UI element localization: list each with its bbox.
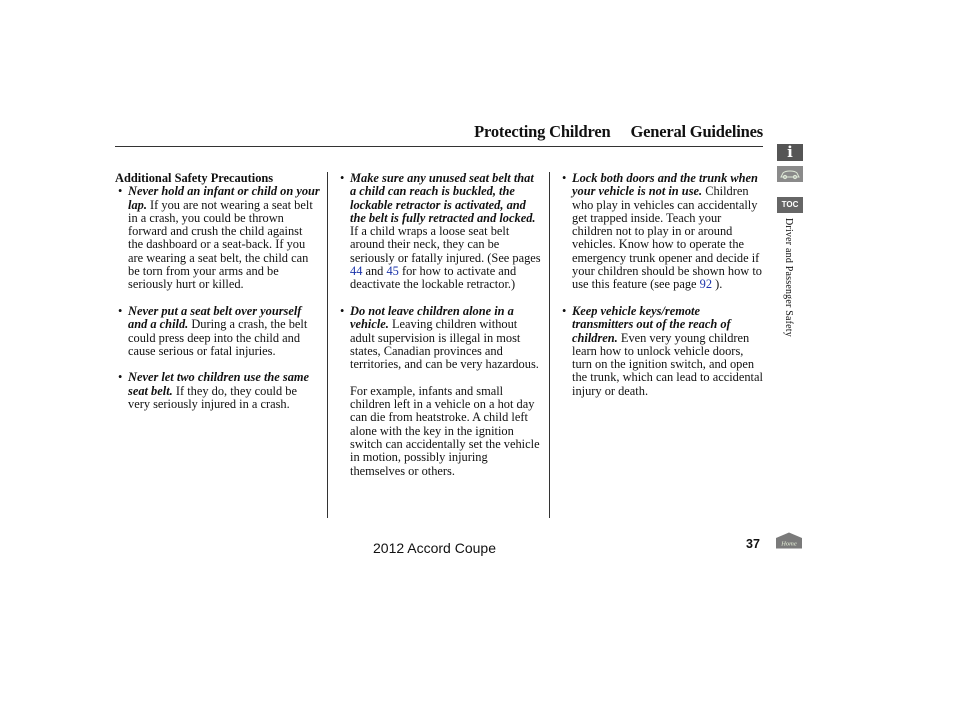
bullet-text: ).: [712, 277, 723, 292]
section-title: Protecting Children: [474, 122, 611, 141]
bullet-text: If they do, they could be very seriously injured in a crash.: [128, 383, 297, 412]
bullet-lead: Never let two children use the same seat belt.: [128, 370, 310, 398]
precautions-heading: Additional Safety Precautions: [115, 171, 274, 185]
car-icon[interactable]: [777, 166, 803, 182]
bullet-lead: Never hold an infant or child on your lap.: [128, 184, 320, 212]
home-icon: [775, 532, 803, 549]
page-header: [115, 122, 763, 142]
bullet-text: Leaving children without adult supervision is illegal in most states, Canadian provinces and territories, and can be very hazardous.: [350, 317, 539, 372]
bullet-text: Even very young children learn how to unlock vehicle doors, turn on the ignition switch, and open the trunk, which can lead to accidental injury or death.: [572, 330, 763, 398]
info-icon[interactable]: i: [777, 144, 803, 161]
example-paragraph: For example, infants and small children left in a vehicle on a hot day can die from heatstroke. A child left alone with the key in the ignition switch can accidentally set the vehicle in motion, possibly injuring themselves or others.: [350, 383, 540, 478]
bullet-lead: Never put a seat belt over yourself and a child.: [128, 303, 302, 332]
page-number: 37: [746, 537, 760, 551]
column-divider: [549, 172, 550, 518]
toc-button[interactable]: TOC: [777, 197, 803, 213]
home-button[interactable]: [775, 532, 803, 549]
page-link-45[interactable]: 45: [386, 264, 399, 279]
list-item: [115, 305, 320, 358]
list-item: [559, 172, 764, 292]
bullet-lead: Lock both doors and the trunk when your vehicle is not in use.: [572, 171, 758, 199]
list-item: [115, 185, 320, 291]
bullet-text: If a child wraps a loose seat belt around their neck, they can be seriously or fatally injured. (See pages: [350, 224, 541, 265]
bullet-text: If you are not wearing a seat belt in a crash, you could be thrown forward and crush the child against the dashboard or a seat-back. If you are wearing a seat belt, the child can be torn from your arms and be seriously hurt or killed.: [128, 197, 313, 292]
page-link-44[interactable]: 44: [350, 264, 363, 279]
header-rule: [115, 146, 763, 147]
column-3: [559, 172, 764, 411]
subsection-title: General Guidelines: [630, 122, 763, 141]
bullet-text: During a crash, the belt could press deep into the child and cause serious or fatal injuries.: [128, 317, 308, 358]
list-item: [559, 305, 764, 398]
column-divider: [327, 172, 328, 518]
page-link-92[interactable]: 92: [699, 277, 713, 292]
bullet-lead: Do not leave children alone in a vehicle.: [350, 303, 514, 332]
bullet-lead: Make sure any unused seat belt that a child can reach is buckled, the lockable retractor is activated, and the belt is fully retracted and locked.: [350, 171, 536, 225]
bullet-text: and: [362, 264, 387, 279]
list-item: [337, 172, 542, 292]
home-label: Home: [781, 540, 797, 548]
model-name: 2012 Accord Coupe: [373, 540, 496, 556]
column-2: [337, 172, 542, 491]
section-side-label: Driver and Passenger Safety: [783, 218, 794, 337]
list-item: [115, 371, 320, 411]
bullet-text: Children who play in vehicles can accidentally get trapped inside. Teach your children not to play in or around vehicles. Know how to operate the emergency trunk opener and decide if your children should be shown how to use this feature (see page: [572, 184, 762, 292]
bullet-text: for how to activate and deactivate the lockable retractor.): [350, 264, 517, 292]
car-icon-graphic: [777, 166, 803, 182]
list-item: [337, 305, 542, 371]
column-1: [115, 172, 320, 425]
bullet-lead: Keep vehicle keys/remote transmitters out of the reach of children.: [572, 303, 731, 345]
